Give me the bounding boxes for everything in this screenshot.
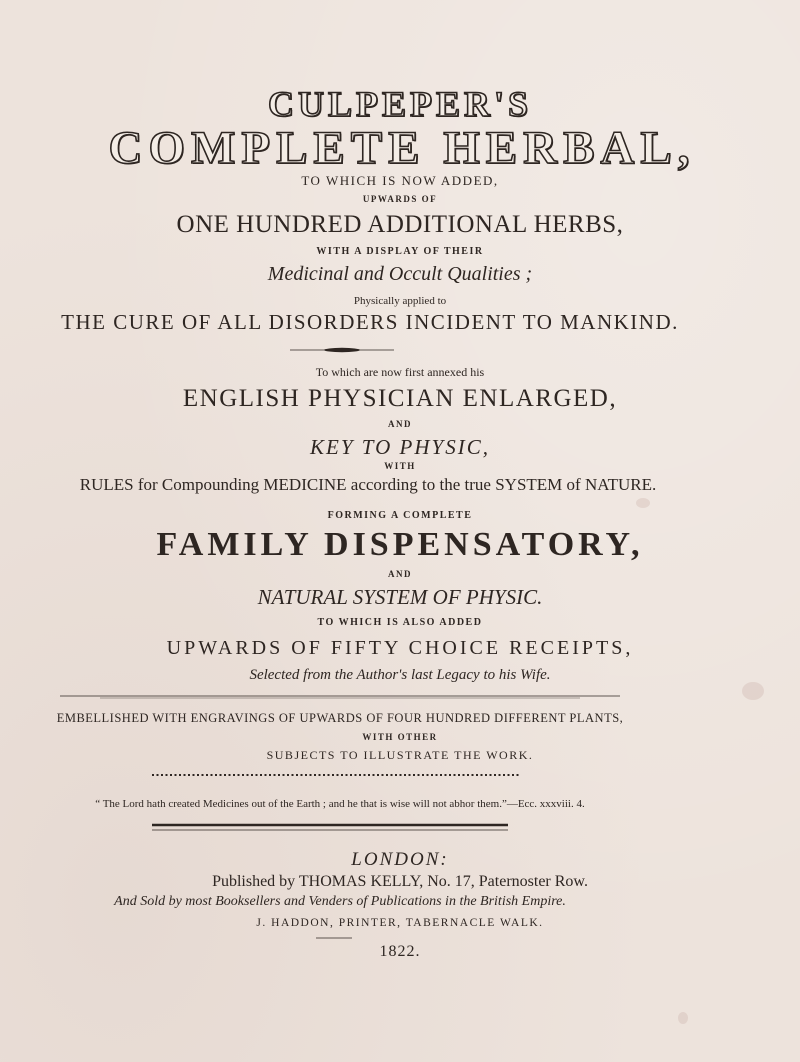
and-line-2: AND <box>388 569 412 579</box>
physician-line: ENGLISH PHYSICIAN ENLARGED, <box>182 385 618 412</box>
double-rule <box>152 823 508 833</box>
scripture-quote: “ The Lord hath created Medicines out of the Earth ; and he that is wise will not abhor them.”—Ecc. xxxviii. 4. <box>95 798 585 810</box>
ornamental-rule <box>290 346 394 354</box>
additional-herbs-line: ONE HUNDRED ADDITIONAL HERBS, <box>176 211 624 238</box>
year-line: 1822. <box>379 943 421 960</box>
long-rule <box>60 693 620 699</box>
display-line: WITH A DISPLAY OF THEIR <box>316 246 484 257</box>
rules-line: RULES for Compounding MEDICINE according to the true SYSTEM of NATURE. <box>79 475 657 494</box>
cure-line: THE CURE OF ALL DISORDERS INCIDENT TO MANKIND. <box>61 310 679 334</box>
embellished-line: EMBELLISHED WITH ENGRAVINGS OF UPWARDS OF FOUR HUNDRED DIFFERENT PLANTS, <box>56 711 624 725</box>
with-line: WITH <box>384 461 416 471</box>
selected-line: Selected from the Author's last Legacy to his Wife. <box>249 667 551 683</box>
qualities-line: Medicinal and Occult Qualities ; <box>267 263 533 285</box>
also-added-line: TO WHICH IS ALSO ADDED <box>317 617 483 628</box>
forming-line: FORMING A COMPLETE <box>327 510 473 521</box>
natural-system-line: NATURAL SYSTEM OF PHYSIC. <box>257 585 543 609</box>
added-line: TO WHICH IS NOW ADDED, <box>301 173 499 188</box>
subjects-line: SUBJECTS TO ILLUSTRATE THE WORK. <box>266 748 534 762</box>
dotted-rule <box>152 772 520 778</box>
city-line: LONDON: <box>351 849 449 870</box>
with-other-line: WITH OTHER <box>362 732 438 742</box>
and-line-1: AND <box>388 419 412 429</box>
publisher-line: Published by THOMAS KELLY, No. 17, Paternoster Row. <box>212 873 588 890</box>
annexed-line: To which are now first annexed his <box>315 365 485 379</box>
paper-stain <box>678 1012 688 1024</box>
upwards-of-line: UPWARDS OF <box>362 194 438 204</box>
sold-by-line: And Sold by most Booksellers and Venders of Publications in the British Empire. <box>114 894 566 909</box>
short-rule <box>316 936 352 940</box>
dispensatory-line: FAMILY DISPENSATORY, <box>156 526 644 563</box>
author-name: CULPEPER'S <box>267 84 533 124</box>
paper-stain <box>636 498 650 508</box>
paper-stain <box>742 682 764 700</box>
printer-line: J. HADDON, PRINTER, TABERNACLE WALK. <box>256 917 544 929</box>
applied-to-line: Physically applied to <box>353 295 447 307</box>
main-title: COMPLETE HERBAL, <box>108 122 696 174</box>
receipts-line: UPWARDS OF FIFTY CHOICE RECEIPTS, <box>166 637 634 659</box>
key-to-physic-line: KEY TO PHYSIC, <box>310 435 490 459</box>
